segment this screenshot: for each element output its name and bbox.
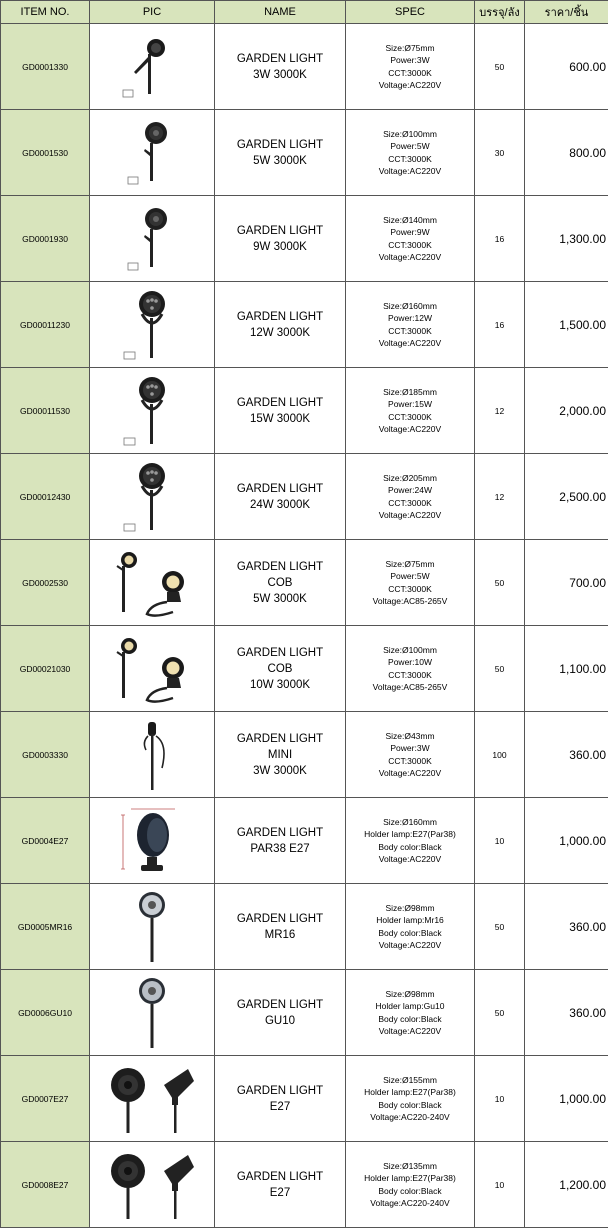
product-name — [215, 196, 346, 282]
product-name-line: GARDEN LIGHT — [215, 1169, 345, 1185]
spec-line: Holder lamp:Gu10 — [346, 1000, 474, 1013]
header-price: ราคา/ชิ้น — [525, 1, 608, 24]
item-number: GD0001330 — [1, 24, 90, 110]
garden-cob-light-pair-image — [90, 540, 215, 626]
product-name-line: GARDEN LIGHT — [215, 137, 345, 153]
product-name — [215, 884, 346, 970]
product-name — [215, 798, 346, 884]
spec-line: Size:Ø155mm — [346, 1074, 474, 1087]
spec-line: Holder lamp:E27(Par38) — [346, 828, 474, 841]
product-name — [215, 626, 346, 712]
unit-price: 1,200.00 — [525, 1142, 608, 1228]
product-name — [215, 540, 346, 626]
product-spec — [346, 884, 475, 970]
table-row — [1, 798, 608, 884]
unit-price: 1,300.00 — [525, 196, 608, 282]
spec-line: Size:Ø98mm — [346, 988, 474, 1001]
spec-line: Size:Ø100mm — [346, 128, 474, 141]
product-name-line: GU10 — [215, 1013, 345, 1029]
table-body — [1, 24, 608, 1228]
item-number: GD0005MR16 — [1, 884, 90, 970]
product-name-line: 5W 3000K — [215, 591, 345, 607]
spec-line: Voltage:AC85-265V — [346, 681, 474, 694]
item-number: GD0004E27 — [1, 798, 90, 884]
spec-line: Size:Ø75mm — [346, 558, 474, 571]
spec-line: Power:24W — [346, 484, 474, 497]
product-name-line: 10W 3000K — [215, 677, 345, 693]
table-row — [1, 970, 608, 1056]
item-number: GD00021030 — [1, 626, 90, 712]
spec-line: Size:Ø140mm — [346, 214, 474, 227]
spec-line: Size:Ø100mm — [346, 644, 474, 657]
spec-line: Voltage:AC220V — [346, 853, 474, 866]
pack-quantity: 30 — [475, 110, 525, 196]
garden-spike-light-multi-led-image — [90, 368, 215, 454]
product-name-line: GARDEN LIGHT — [215, 559, 345, 575]
product-spec — [346, 24, 475, 110]
product-name-line: PAR38 E27 — [215, 841, 345, 857]
garden-gu10-spike-light-image — [90, 970, 215, 1056]
product-spec — [346, 196, 475, 282]
unit-price: 1,500.00 — [525, 282, 608, 368]
product-name-line: 24W 3000K — [215, 497, 345, 513]
product-spec — [346, 1142, 475, 1228]
product-name-line: 3W 3000K — [215, 67, 345, 83]
product-name-line: 3W 3000K — [215, 763, 345, 779]
item-number: GD0001530 — [1, 110, 90, 196]
garden-e27-light-pair-image — [90, 1056, 215, 1142]
spec-line: Power:3W — [346, 54, 474, 67]
spec-line: Voltage:AC220V — [346, 337, 474, 350]
pack-quantity: 100 — [475, 712, 525, 798]
unit-price: 1,100.00 — [525, 626, 608, 712]
product-name — [215, 970, 346, 1056]
product-spec — [346, 798, 475, 884]
unit-price: 2,500.00 — [525, 454, 608, 540]
product-name-line: 15W 3000K — [215, 411, 345, 427]
pack-quantity: 50 — [475, 884, 525, 970]
header-row — [1, 1, 608, 24]
spec-line: Voltage:AC220V — [346, 79, 474, 92]
product-name-line: GARDEN LIGHT — [215, 997, 345, 1013]
product-name-line: GARDEN LIGHT — [215, 911, 345, 927]
product-spec — [346, 282, 475, 368]
item-number: GD00011530 — [1, 368, 90, 454]
spec-line: Voltage:AC220V — [346, 165, 474, 178]
garden-spike-light-multi-led-image — [90, 454, 215, 540]
product-spec — [346, 970, 475, 1056]
product-name-line: 9W 3000K — [215, 239, 345, 255]
product-spec — [346, 626, 475, 712]
spec-line: Body color:Black — [346, 1013, 474, 1026]
product-name — [215, 1142, 346, 1228]
unit-price: 1,000.00 — [525, 798, 608, 884]
pack-quantity: 16 — [475, 196, 525, 282]
spec-line: Size:Ø43mm — [346, 730, 474, 743]
spec-line: Holder lamp:E27(Par38) — [346, 1172, 474, 1185]
unit-price: 360.00 — [525, 970, 608, 1056]
product-spec — [346, 110, 475, 196]
table-row — [1, 1142, 608, 1228]
garden-e27-light-pair-image — [90, 1142, 215, 1228]
pack-quantity: 10 — [475, 1142, 525, 1228]
table-row — [1, 24, 608, 110]
header-spec: SPEC — [346, 1, 475, 24]
pack-quantity: 16 — [475, 282, 525, 368]
spec-line: Voltage:AC85-265V — [346, 595, 474, 608]
item-number: GD0001930 — [1, 196, 90, 282]
table-row — [1, 712, 608, 798]
product-name — [215, 24, 346, 110]
product-name-line: GARDEN LIGHT — [215, 645, 345, 661]
product-name-line: E27 — [215, 1099, 345, 1115]
pack-quantity: 10 — [475, 1056, 525, 1142]
table-row — [1, 540, 608, 626]
spec-line: Holder lamp:Mr16 — [346, 914, 474, 927]
spec-line: Power:12W — [346, 312, 474, 325]
product-name-line: E27 — [215, 1185, 345, 1201]
spec-line: Size:Ø160mm — [346, 300, 474, 313]
unit-price: 800.00 — [525, 110, 608, 196]
spec-line: Body color:Black — [346, 1099, 474, 1112]
spec-line: Size:Ø205mm — [346, 472, 474, 485]
spec-line: CCT:3000K — [346, 325, 474, 338]
product-name-line: MR16 — [215, 927, 345, 943]
header-item-no: ITEM NO. — [1, 1, 90, 24]
spec-line: CCT:3000K — [346, 669, 474, 682]
item-number: GD0002530 — [1, 540, 90, 626]
product-name-line: GARDEN LIGHT — [215, 825, 345, 841]
spec-line: Size:Ø75mm — [346, 42, 474, 55]
spec-line: Power:10W — [346, 656, 474, 669]
spec-line: Size:Ø135mm — [346, 1160, 474, 1173]
header-pic: PIC — [90, 1, 215, 24]
product-spec — [346, 454, 475, 540]
unit-price: 360.00 — [525, 884, 608, 970]
product-spec — [346, 1056, 475, 1142]
item-number: GD0007E27 — [1, 1056, 90, 1142]
product-name — [215, 712, 346, 798]
product-name-line: GARDEN LIGHT — [215, 309, 345, 325]
product-name-line: COB — [215, 575, 345, 591]
table-row — [1, 282, 608, 368]
spec-line: Voltage:AC220-240V — [346, 1111, 474, 1124]
unit-price: 1,000.00 — [525, 1056, 608, 1142]
unit-price: 360.00 — [525, 712, 608, 798]
garden-mini-spike-light-image — [90, 712, 215, 798]
pack-quantity: 12 — [475, 454, 525, 540]
item-number: GD00012430 — [1, 454, 90, 540]
spec-line: Power:5W — [346, 140, 474, 153]
garden-spike-light-image — [90, 110, 215, 196]
product-name-line: GARDEN LIGHT — [215, 395, 345, 411]
product-spec — [346, 368, 475, 454]
spec-line: Power:9W — [346, 226, 474, 239]
spec-line: CCT:3000K — [346, 755, 474, 768]
product-name-line: GARDEN LIGHT — [215, 731, 345, 747]
product-name — [215, 454, 346, 540]
garden-cob-light-pair-image — [90, 626, 215, 712]
spec-line: Power:3W — [346, 742, 474, 755]
spec-line: Size:Ø185mm — [346, 386, 474, 399]
header-qty: บรรจุ/ลัง — [475, 1, 525, 24]
item-number: GD00011230 — [1, 282, 90, 368]
product-name — [215, 368, 346, 454]
garden-par38-light-image — [90, 798, 215, 884]
spec-line: CCT:3000K — [346, 67, 474, 80]
spec-line: CCT:3000K — [346, 153, 474, 166]
spec-line: CCT:3000K — [346, 411, 474, 424]
spec-line: Voltage:AC220V — [346, 251, 474, 264]
table-row — [1, 626, 608, 712]
product-name-line: MINI — [215, 747, 345, 763]
pack-quantity: 50 — [475, 626, 525, 712]
spec-line: Voltage:AC220V — [346, 423, 474, 436]
table-row — [1, 110, 608, 196]
product-name-line: GARDEN LIGHT — [215, 481, 345, 497]
spec-line: Holder lamp:E27(Par38) — [346, 1086, 474, 1099]
item-number: GD0003330 — [1, 712, 90, 798]
item-number: GD0006GU10 — [1, 970, 90, 1056]
pack-quantity: 50 — [475, 540, 525, 626]
garden-spike-light-multi-led-image — [90, 282, 215, 368]
spec-line: Body color:Black — [346, 927, 474, 940]
table-row — [1, 884, 608, 970]
product-name-line: 5W 3000K — [215, 153, 345, 169]
product-spec — [346, 540, 475, 626]
product-spec — [346, 712, 475, 798]
spec-line: CCT:3000K — [346, 583, 474, 596]
item-number: GD0008E27 — [1, 1142, 90, 1228]
product-name-line: COB — [215, 661, 345, 677]
spec-line: Voltage:AC220V — [346, 1025, 474, 1038]
unit-price: 2,000.00 — [525, 368, 608, 454]
unit-price: 700.00 — [525, 540, 608, 626]
garden-spike-light-image — [90, 196, 215, 282]
header-name: NAME — [215, 1, 346, 24]
table-row — [1, 368, 608, 454]
garden-mr16-spike-light-image — [90, 884, 215, 970]
spec-line: Size:Ø98mm — [346, 902, 474, 915]
product-name-line: GARDEN LIGHT — [215, 51, 345, 67]
spec-line: Power:15W — [346, 398, 474, 411]
spec-line: Voltage:AC220V — [346, 509, 474, 522]
garden-spike-light-small-image — [90, 24, 215, 110]
product-name — [215, 110, 346, 196]
pack-quantity: 50 — [475, 970, 525, 1056]
pack-quantity: 50 — [475, 24, 525, 110]
unit-price: 600.00 — [525, 24, 608, 110]
spec-line: Body color:Black — [346, 1185, 474, 1198]
product-name-line: GARDEN LIGHT — [215, 1083, 345, 1099]
table-row — [1, 1056, 608, 1142]
spec-line: Voltage:AC220V — [346, 767, 474, 780]
pack-quantity: 12 — [475, 368, 525, 454]
table-row — [1, 196, 608, 282]
spec-line: CCT:3000K — [346, 239, 474, 252]
spec-line: Voltage:AC220-240V — [346, 1197, 474, 1210]
spec-line: CCT:3000K — [346, 497, 474, 510]
spec-line: Voltage:AC220V — [346, 939, 474, 952]
spec-line: Power:5W — [346, 570, 474, 583]
product-name-line: 12W 3000K — [215, 325, 345, 341]
product-name — [215, 282, 346, 368]
spec-line: Size:Ø160mm — [346, 816, 474, 829]
spec-line: Body color:Black — [346, 841, 474, 854]
product-name-line: GARDEN LIGHT — [215, 223, 345, 239]
product-name — [215, 1056, 346, 1142]
table-row — [1, 454, 608, 540]
pack-quantity: 10 — [475, 798, 525, 884]
